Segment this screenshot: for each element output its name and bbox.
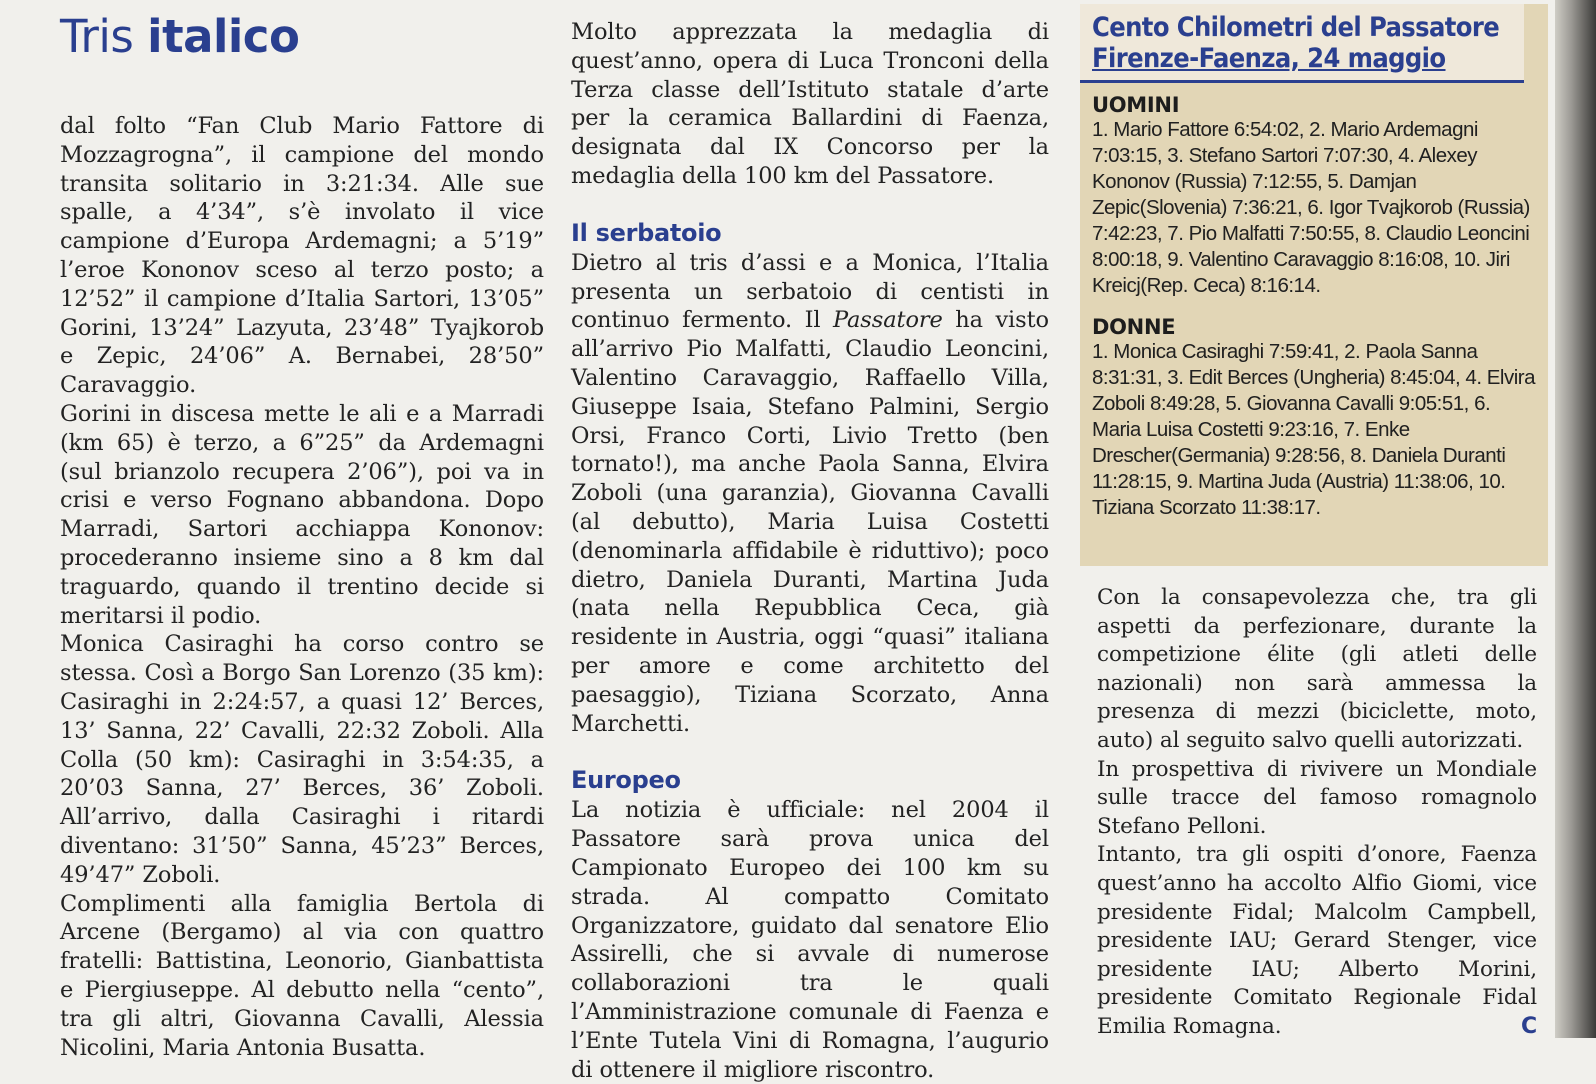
men-heading: UOMINI xyxy=(1092,93,1180,117)
col1-paragraph-4: Complimenti alla famiglia Bertola di Arcene (Bergamo) al via con quattro fratelli: Battistina, Leonorio, Gianbattista e Piergiuseppe. Al debutto nella “cento”, tra gli altri, Giovanna Cavalli, Alessia Nicolini, Maria Antonia Busatta. xyxy=(60,890,544,1061)
men-results: 1. Mario Fattore 6:54:02, 2. Mario Ardemagni 7:03:15, 3. Stefano Sartori 7:07:30, 4. Alexey Kononov (Russia) 7:12:55, 5. Damjan Zepic(Slovenia) 7:36:21, 6. Igor Tvajkorob (Russia) 7:42:23, 7. Pio Malfatti 7:50:55, 8. Claudio Leoncini 8:00:18, 9. Valentino Caravaggio 8:16:08, 10. Jiri Kreicj(Rep. Ceca) 8:16:14. xyxy=(1092,118,1530,297)
passatore-italic: Passatore xyxy=(832,307,943,334)
end-mark: C xyxy=(1520,1013,1537,1039)
section-serbatoio-text: Dietro al tris d’assi e a Monica, l’Italia presenta un serbatoio di centisti in continuo fermento. Il Passatore ha visto all’arrivo Pio Malfatti, Claudio Leoncini, Valentino Caravaggio, Raffaello Villa, Giuseppe Isaia, Stefano Palmini, Sergio Orsi, Franco Corti, Livio Tretto (ben tornato!), ma anche Paola Sanna, Elvira Zoboli (una garanzia), Giovanna Cavalli (al debutto), Maria Luisa Costetti (denominarla affidabile è riduttivo); poco dietro, Daniela Duranti, Martina Juda (nata nella Repubblica Ceca, già residente in Austria, oggi “quasi” italiana per amore e come architetto del paesaggio), Tiziana Scorzato, Anna Marchetti. xyxy=(571,249,1049,737)
column-2 xyxy=(571,18,1049,1084)
results-box-header xyxy=(1080,4,1524,83)
col1-paragraph-3: Monica Casiraghi ha corso contro se stessa. Così a Borgo San Lorenzo (35 km): Casiraghi in 2:24:57, a quasi 12’ Berces, 13’ Sanna, 22’ Cavalli, 22:32 Zoboli. Alla Colla (50 km): Casiraghi in 3:54:35, a 20’03 Sanna, 27’ Berces, 36’ Zoboli. All’arrivo, dalla Casiraghi i ritardi diventano: 31’50” Sanna, 45’23” Berces, 49’47” Zoboli. xyxy=(60,631,544,888)
women-heading: DONNE xyxy=(1092,315,1176,339)
page-gutter-shadow xyxy=(1555,0,1596,1038)
title-bold: italico xyxy=(147,10,300,63)
col3-paragraph-2: In prospettiva di rivivere un Mondiale sulle tracce del famoso romagnolo Stefano Pelloni. xyxy=(1097,756,1537,839)
section-europeo-text: La notizia è ufficiale: nel 2004 il Passatore sarà prova unica del Campionato Europeo dei 100 km su strada. Al compatto Comitato Organizzatore, guidato dal senatore Elio Assirelli, che si avvale di numerose collaborazioni tra le quali l’Amministrazione comunale di Faenza e l’Ente Tutela Vini di Romagna, l’augurio di ottenere il migliore riscontro. xyxy=(571,797,1049,1083)
section-heading-serbatoio: Il serbatoio xyxy=(571,218,722,247)
results-box xyxy=(1080,4,1548,566)
results-box-title: Cento Chilometri del Passatore Firenze-Faenza, 24 maggio xyxy=(1092,12,1500,74)
title-light: Tris xyxy=(60,10,134,63)
col2-intro: Molto apprezzata la medaglia di quest’anno, opera di Luca Tronconi della Terza classe dell’Istituto statale d’arte per la ceramica Ballardini di Faenza, designata dal IX Concorso per la medaglia della 100 km del Passatore. xyxy=(571,19,1049,189)
results-box-body xyxy=(1080,83,1548,521)
section-heading-europeo: Europeo xyxy=(571,766,681,795)
col3-paragraph-1: Con la consapevolezza che, tra gli aspetti da perfezionare, durante la competizione élite (gli atleti delle nazionali) non sarà ammessa la presenza di mezzi (biciclette, moto, auto) al seguito salvo quelli autorizzati. xyxy=(1097,585,1537,753)
col3-paragraph-3: Intanto, tra gli ospiti d’onore, Faenza quest’anno ha accolto Alfio Giomi, vice presidente Fidal; Malcolm Campbell, presidente IAU; Gerard Stenger, vice presidente IAU; Alberto Morini, presidente Comitato Regionale Fidal Emilia Romagna. C xyxy=(1097,841,1537,1041)
column-1 xyxy=(60,112,544,1062)
column-3 xyxy=(1097,584,1537,1042)
col1-paragraph-1: dal folto “Fan Club Mario Fattore di Mozzagrogna”, il campione del mondo transita solitario in 3:21:34. Alle sue spalle, a 4’34”, s’è involato il vice campione d’Europa Ardemagni; a 5’19” l’eroe Kononov sceso al terzo posto; a 12’52” il campione d’Italia Sartori, 13’05” Gorini, 13’24” Lazyuta, 23’48” Tyajkorob e Zepic, 24’06” A. Bernabei, 28’50” Caravaggio. xyxy=(60,113,544,399)
women-results: 1. Monica Casiraghi 7:59:41, 2. Paola Sanna 8:31:31, 3. Edit Berces (Ungheria) 8:45:04, 4. Elvira Zoboli 8:49:28, 5. Giovanna Cavalli 9:05:51, 6. Maria Luisa Costetti 9:23:16, 7. Enke Drescher(Germania) 9:28:56, 8. Daniela Duranti 11:28:15, 9. Martina Juda (Austria) 11:38:06, 10. Tiziana Scorzato 11:38:17. xyxy=(1092,340,1535,519)
results-box-subtitle: Firenze-Faenza, 24 maggio xyxy=(1092,43,1446,74)
article-title xyxy=(60,10,299,63)
col1-paragraph-2: Gorini in discesa mette le ali e a Marradi (km 65) è terzo, a 6”25” da Ardemagni (sul brianzolo recupera 2’06”), poi va in crisi e verso Fognano abbandona. Dopo Marradi, Sartori acchiappa Kononov: procederanno insieme sino a 8 km dal traguardo, quando il trentino decide si meritarsi il podio. xyxy=(60,400,544,629)
